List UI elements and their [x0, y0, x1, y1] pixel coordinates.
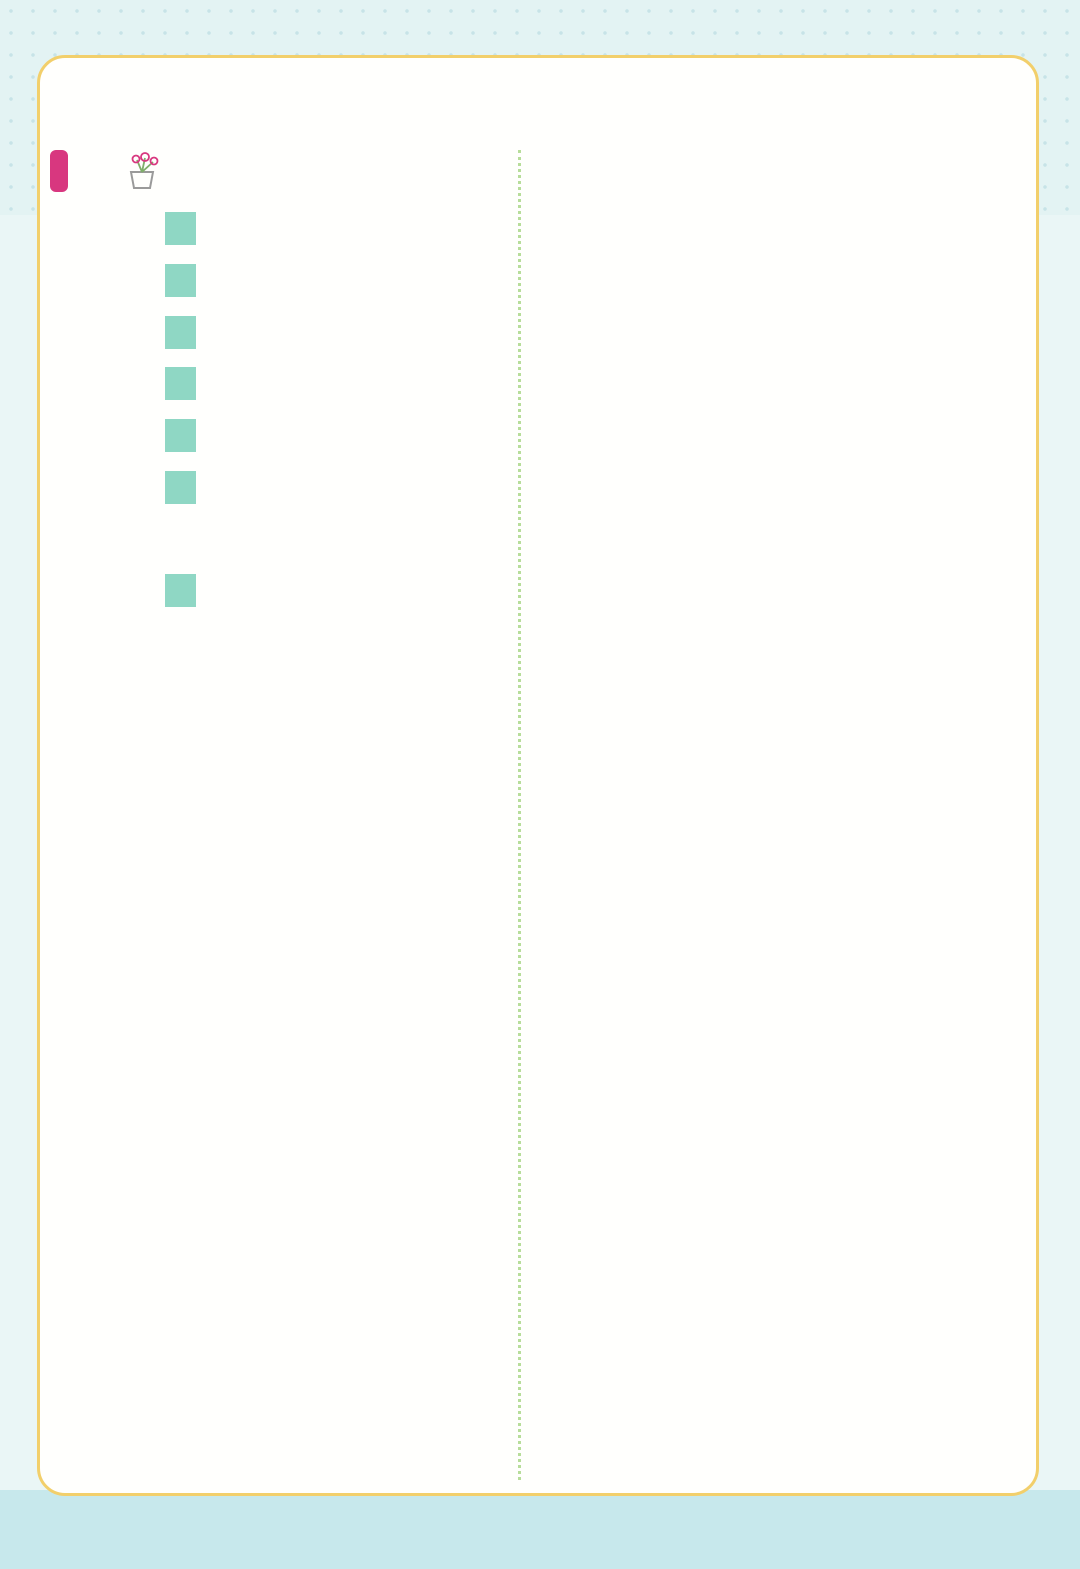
word-row — [50, 462, 520, 514]
character-box — [165, 316, 196, 349]
lesson-heading — [186, 511, 208, 567]
flower-vase-icon — [123, 150, 165, 192]
character-box — [165, 419, 196, 452]
word-row — [50, 565, 520, 617]
character-box — [165, 471, 196, 504]
character-box — [165, 574, 196, 607]
character-box — [165, 367, 196, 400]
section-badge-shizi — [50, 150, 68, 192]
bottom-band — [0, 1490, 1080, 1569]
word-row — [50, 307, 520, 359]
word-row — [50, 255, 520, 307]
word-row — [50, 358, 520, 410]
word-row — [50, 203, 520, 255]
word-row — [50, 410, 520, 462]
character-box — [165, 264, 196, 297]
character-box — [165, 212, 196, 245]
lesson-heading — [186, 143, 208, 199]
